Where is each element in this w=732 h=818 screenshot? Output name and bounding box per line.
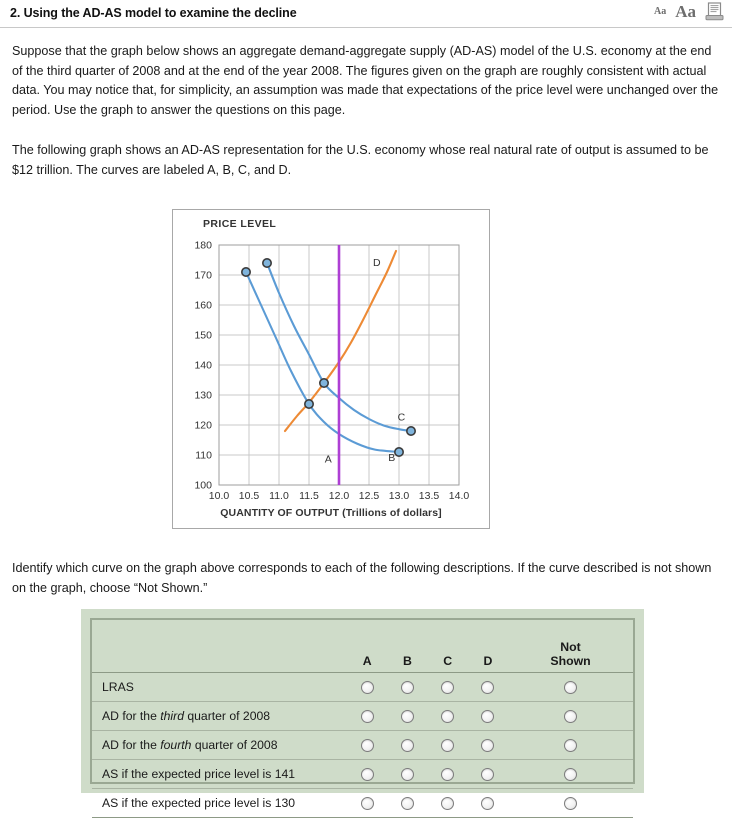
y-tick-label: 130 [194,389,212,402]
row-label [92,788,347,817]
answer-table-container [81,609,644,810]
radio-button-b[interactable] [401,768,414,781]
radio-button-c[interactable] [441,739,454,752]
radio-button-b[interactable] [401,797,414,810]
print-icon[interactable] [705,2,724,21]
table-row [92,730,633,759]
y-tick-label: 170 [194,269,212,282]
radio-cell[interactable] [468,759,508,788]
row-label-text: quarter of 2008 [191,737,278,752]
table-row [92,759,633,788]
row-label-text: AS if the expected price level is 130 [102,795,296,810]
radio-button-d[interactable] [481,768,494,781]
table-head [92,620,633,672]
chart-x-axis-title: QUANTITY OF OUTPUT (Trillions of dollars] [220,507,442,519]
not-shown-line-2: Shown [550,653,591,668]
decrease-font-size-button[interactable]: Aa [653,6,667,17]
x-tick-label: 11.5 [299,490,319,502]
radio-cell[interactable] [508,730,633,759]
radio-button-a[interactable] [361,739,374,752]
radio-button-b[interactable] [401,681,414,694]
row-label-text: quarter of 2008 [183,708,271,723]
row-label-text: AD for the [102,737,161,752]
x-tick-label: 10.0 [208,490,230,502]
curve-label-d: D [373,257,381,269]
radio-cell[interactable] [428,701,468,730]
x-tick-label: 13.5 [418,490,440,502]
table-header-row [92,620,633,672]
radio-cell[interactable] [428,759,468,788]
data-point-marker [407,427,415,435]
radio-cell[interactable] [347,701,387,730]
radio-cell[interactable] [347,672,387,701]
chart-plot [173,210,491,515]
radio-cell[interactable] [387,788,427,817]
x-tick-label: 11.0 [269,490,289,502]
radio-cell[interactable] [468,701,508,730]
row-label-text: AD for the [102,708,161,723]
radio-cell[interactable] [508,672,633,701]
page-title: 2. Using the AD-AS model to examine the decline [10,6,297,20]
row-label-emphasis: fourth [160,737,192,752]
row-label-text: AS if the expected price level is 141 [102,766,296,781]
row-label [92,730,347,759]
radio-cell[interactable] [508,788,633,817]
radio-button-c[interactable] [441,797,454,810]
x-tick-label: 13.0 [388,490,410,502]
radio-button-d[interactable] [481,739,494,752]
increase-font-size-button[interactable]: Aa [675,2,696,21]
radio-button-b[interactable] [401,739,414,752]
identify-paragraph: Identify which curve on the graph above corresponds to each of the following descriptions. If the curve described is not shown on the graph, choose “Not Shown.” [12,561,712,595]
row-label-text: LRAS [102,679,134,694]
x-tick-label: 10.5 [238,490,260,502]
y-tick-label: 110 [195,449,212,462]
y-tick-label: 180 [194,239,212,252]
row-label [92,672,347,701]
radio-cell[interactable] [428,730,468,759]
row-label [92,701,347,730]
radio-button-not-shown[interactable] [564,739,577,752]
curve-identification-table [92,620,633,818]
radio-button-b[interactable] [401,710,414,723]
radio-cell[interactable] [468,672,508,701]
radio-button-not-shown[interactable] [564,797,577,810]
data-point-marker [320,379,328,387]
table-row [92,701,633,730]
radio-button-a[interactable] [361,797,374,810]
y-tick-label: 120 [194,419,212,432]
radio-button-d[interactable] [481,797,494,810]
radio-cell[interactable] [468,788,508,817]
radio-cell[interactable] [428,788,468,817]
row-label [92,759,347,788]
graph-intro-paragraph: The following graph shows an AD-AS representation for the U.S. economy whose real natural rate of output is assumed to be $12 trillion. The curves are labeled A, B, C, and D. [12,143,709,177]
ad-as-chart-panel [172,209,490,529]
chart-y-axis-title: PRICE LEVEL [203,218,277,230]
radio-cell[interactable] [468,730,508,759]
radio-button-c[interactable] [441,768,454,781]
column-header-d: D [468,620,508,672]
header-divider [0,27,732,28]
radio-button-d[interactable] [481,710,494,723]
y-tick-label: 150 [194,329,212,342]
column-header-not-shown [508,620,633,672]
intro-paragraph: Suppose that the graph below shows an aggregate demand-aggregate supply (AD-AS) model of the U.S. economy at the end of the third quarter of 2008 and at the end of the year 2008. The figures given on the graph are roughly consistent with actual data. You may notice that, for simplicity, an assumption was made that expectations of the price level were unchanged over the period. Use the graph to answer the questions on this page. [12,44,719,117]
radio-button-a[interactable] [361,768,374,781]
radio-button-a[interactable] [361,681,374,694]
y-tick-label: 140 [194,359,212,372]
radio-cell[interactable] [347,730,387,759]
column-header-b: B [387,620,427,672]
y-tick-label: 160 [194,299,212,312]
chart-curve-labels [325,257,406,466]
radio-cell[interactable] [428,672,468,701]
column-header-description [92,620,347,672]
page-header [0,0,732,28]
x-tick-label: 14.0 [448,490,470,502]
curve-label-b: B [388,452,396,464]
radio-cell[interactable] [387,759,427,788]
data-point-marker [305,400,313,408]
radio-cell[interactable] [387,701,427,730]
radio-cell[interactable] [508,701,633,730]
data-point-marker [395,448,403,456]
header-toolbar [654,2,724,21]
table-row [92,788,633,817]
radio-cell[interactable] [347,788,387,817]
table-body [92,672,633,817]
x-tick-label: 12.5 [358,490,380,502]
y-tick-label: 100 [194,479,212,492]
curve-label-c: C [397,411,406,424]
column-header-c: C [428,620,468,672]
radio-cell[interactable] [347,759,387,788]
radio-cell[interactable] [508,759,633,788]
answer-table-frame [90,618,635,810]
radio-button-d[interactable] [481,681,494,694]
data-point-marker [263,259,271,267]
data-point-marker [242,268,250,276]
table-row [92,672,633,701]
radio-button-not-shown[interactable] [564,681,577,694]
x-tick-label: 12.0 [328,490,350,502]
column-header-a: A [347,620,387,672]
radio-button-not-shown[interactable] [564,710,577,723]
radio-cell[interactable] [387,672,427,701]
row-label-emphasis: third [160,708,184,723]
radio-button-a[interactable] [361,710,374,723]
radio-button-not-shown[interactable] [564,768,577,781]
not-shown-line-1: Not [560,639,581,654]
curve-label-a: A [324,453,332,466]
radio-button-c[interactable] [441,681,454,694]
radio-button-c[interactable] [441,710,454,723]
radio-cell[interactable] [387,730,427,759]
